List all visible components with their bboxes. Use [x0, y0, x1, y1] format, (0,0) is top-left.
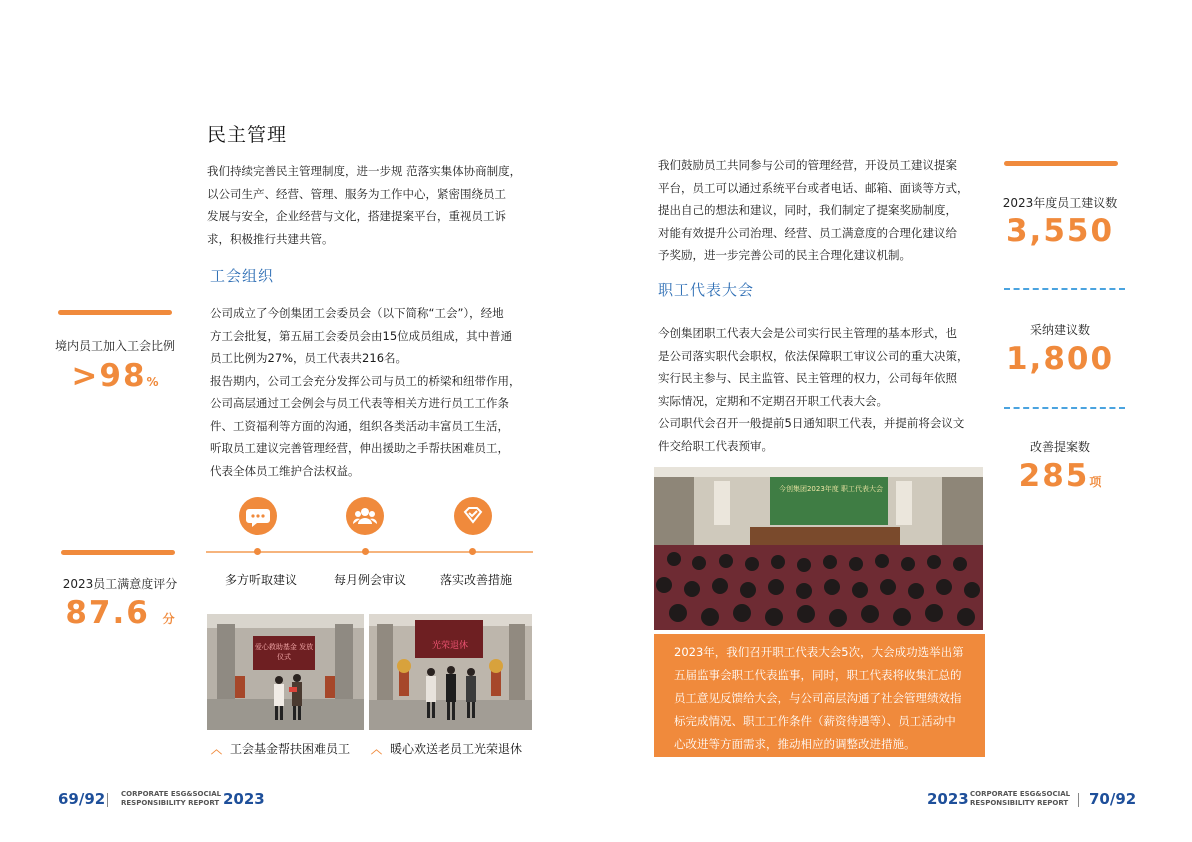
- union-ratio-label: 境内员工加入工会比例: [54, 339, 175, 353]
- report-year: 2023: [223, 790, 265, 808]
- union-ratio-value: >98%: [71, 358, 159, 394]
- intro-paragraph: 我们持续完善民主管理制度，进一步规 范落实集体协商制度， 以公司生产、经营、管理、服务为工作中心，紧密围绕员工 发展与安全，企业经营与文化，搭建提案平台，重视员工诉 求，积极推行共建共管。: [207, 164, 522, 246]
- photo-retirement: [369, 614, 532, 730]
- left-page-number: 69/92: [58, 790, 106, 808]
- right-page-number: 70/92: [1089, 790, 1137, 808]
- report-name: CORPORATE ESG&SOCIAL RESPONSIBILITY REPORT: [121, 790, 222, 807]
- footer-separator: [1078, 793, 1079, 807]
- report-name: CORPORATE ESG&SOCIAL RESPONSIBILITY REPORT: [970, 790, 1071, 807]
- timeline-dot: [254, 548, 261, 555]
- photo-support-fund: [207, 614, 364, 730]
- suggestion-count-value: 3,550: [1005, 213, 1115, 249]
- chat-bubble-icon: [239, 497, 277, 535]
- congress-heading: 职工代表大会: [658, 281, 755, 299]
- satisfaction-value: 87.6 分: [65, 595, 175, 631]
- adopted-count-label: 采纳建议数: [1029, 323, 1090, 337]
- people-icon: [346, 497, 384, 535]
- congress-summary-box: 2023年，我们召开职工代表大会5次，大会成功选举出第 五届监事会职工代表监事，同时，职工代表将收集汇总的 员工意见反馈给大会，与公司高层沟通了社会管理绩效指 标完成情况、职工工作条件（薪资待遇等）、员工活动中 心改进等方面需求，推动相应的调整改进措施。: [654, 634, 985, 757]
- chevron-up-icon: ︿: [371, 743, 382, 756]
- footer-separator: [107, 793, 108, 807]
- photo-caption: ︿ 暖心欢送老员工光荣退休: [371, 742, 523, 756]
- union-paragraph: 公司成立了今创集团工会委员会（以下简称“工会”），经地 方工会批复，第五届工会委员会由15位成员组成，其中普通 员工比例为27%，员工代表共216名。 报告期内，公司工会充分发挥公司与员工的桥梁和纽带作用， 公司高层通过工会例会与员工代表等相关方进行员工工作条 件、工资福利等方面的沟通，组织各类活动丰富员工生活， 听取员工建议完善管理经营，伸出援助之手帮扶困难员工， 代表全体员工维护合法权益。: [210, 306, 521, 478]
- dashed-divider: [1004, 407, 1125, 409]
- photo-caption: ︿ 工会基金帮扶困难员工: [211, 742, 351, 756]
- timeline-dot: [362, 548, 369, 555]
- timeline-dot: [469, 548, 476, 555]
- adopted-count-value: 1,800: [1005, 341, 1115, 377]
- page-title: 民主管理: [207, 124, 288, 146]
- stat-bar: [58, 310, 172, 315]
- diamond-check-icon: [454, 497, 492, 535]
- stat-bar: [1004, 161, 1118, 166]
- dashed-divider: [1004, 288, 1125, 290]
- chevron-up-icon: ︿: [211, 743, 222, 756]
- improvement-count-label: 改善提案数: [1029, 440, 1090, 454]
- stat-bar: [61, 550, 175, 555]
- photo-banner-text: 爱心救助基金 发放仪式: [254, 643, 314, 661]
- timeline-label: 多方听取建议: [224, 573, 297, 587]
- improvement-count-value: 285项: [1018, 458, 1102, 494]
- suggestion-count-label: 2023年度员工建议数: [1002, 196, 1118, 210]
- photo-banner-text: 光荣退休: [431, 641, 468, 651]
- union-heading: 工会组织: [210, 267, 275, 285]
- right-intro-paragraph: 我们鼓励员工共同参与公司的管理经营，开设员工建议提案 平台，员工可以通过系统平台或者电话、邮箱、面谈等方式， 提出自己的想法和建议，同时，我们制定了提案奖励制度， 对能有效提升公司治理、经营、员工满意度的合理化建议给 予奖励，进一步完善公司的民主合理化建议机制。: [658, 158, 969, 262]
- timeline-label: 每月例会审议: [333, 573, 406, 587]
- report-year: 2023: [927, 790, 969, 808]
- timeline-label: 落实改善措施: [439, 573, 512, 587]
- photo-banner-text: 今创集团2023年度 职工代表大会: [778, 485, 884, 493]
- congress-paragraph: 今创集团职工代表大会是公司实行民主管理的基本形式，也 是公司落实职代会职权，依法保障职工审议公司的重大决策， 实行民主参与、民主监管、民主管理的权力，公司每年依照 实际情况，定期和不定期召开职工代表大会。 公司职代会召开一般提前5日通知职工代表，并提前将会议文 件交给职工代表预审。: [658, 326, 969, 453]
- satisfaction-label: 2023员工满意度评分: [62, 577, 178, 591]
